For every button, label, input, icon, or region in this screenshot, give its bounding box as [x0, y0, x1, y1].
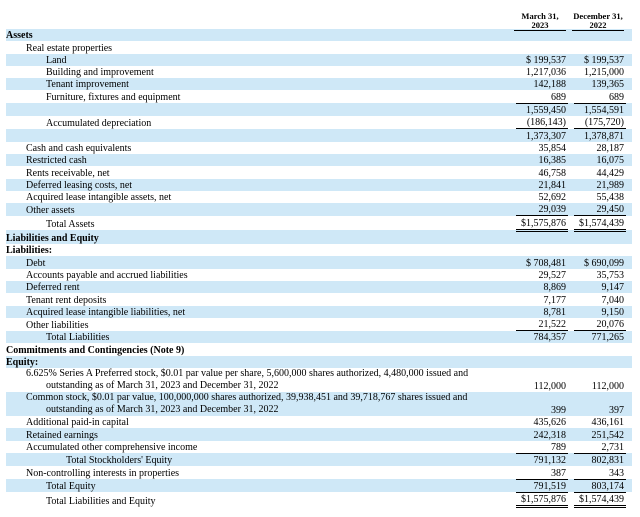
table-row: [6, 306, 632, 318]
grand-total-2023: $1,575,876: [516, 492, 568, 506]
value-2022: 28,187: [596, 142, 624, 154]
section-heading-equity: Equity:: [6, 356, 506, 368]
value-2023: 112,000: [533, 381, 566, 393]
table-row: [6, 244, 632, 256]
row-label: Additional paid-in capital: [26, 417, 129, 429]
section-heading-liabilities: Liabilities:: [6, 245, 53, 257]
row-label: Other liabilities: [26, 319, 89, 331]
value-2023: 16,385: [516, 154, 568, 166]
table-row: [6, 256, 632, 268]
row-label: Non-controlling interests in properties: [26, 468, 180, 479]
table-row: [6, 90, 632, 103]
value-2023: 8,869: [516, 281, 568, 293]
value-2023: 8,781: [516, 306, 568, 318]
value-2022: 1,215,000: [584, 67, 624, 79]
value-2023: $ 199,537: [516, 54, 568, 66]
value-2022: 689: [609, 91, 624, 103]
value-2023: 21,841: [516, 179, 568, 191]
table-row: [6, 466, 632, 479]
total-2022: 802,831: [574, 453, 626, 466]
value-2022: 21,989: [574, 179, 626, 191]
total-2023: 791,132: [516, 453, 568, 466]
table-row: [6, 203, 632, 216]
total-2023: 791,519: [516, 479, 568, 492]
value-2022: 7,040: [601, 294, 624, 306]
table-row: [6, 392, 632, 416]
row-label: Total Stockholders' Equity: [6, 453, 506, 466]
row-label: Accounts payable and accrued liabilities: [26, 269, 188, 281]
row-label: Building and improvement: [46, 67, 154, 79]
row-label: Cash and cash equivalents: [26, 142, 132, 154]
table-row: [6, 293, 632, 305]
table-row: [6, 166, 632, 178]
value-2023: 21,522: [538, 319, 566, 331]
row-label: Deferred leasing costs, net: [6, 179, 506, 191]
row-label: Accumulated other comprehensive income: [26, 442, 198, 454]
row-label: Total Liabilities and Equity: [46, 495, 156, 507]
row-label: 6.625% Series A Preferred stock, $0.01 par value per share, 5,600,000 shares authorized, 4,480,000 issued and outstanding as of March 31, 2023 and December 31, 2022: [26, 368, 469, 392]
row-label: Total Equity: [6, 479, 506, 492]
row-label: Total Liabilities: [6, 331, 506, 344]
value-2022: 44,429: [596, 167, 624, 179]
subtotal-2022: 1,378,871: [574, 129, 626, 142]
value-2022: 29,450: [574, 203, 626, 216]
value-2023: 435,626: [533, 417, 566, 429]
row-label: Rents receivable, net: [26, 167, 110, 179]
table-row: [6, 103, 632, 116]
table-row: [6, 66, 632, 78]
row-label: Tenant rent deposits: [26, 294, 107, 306]
value-2022: 16,075: [574, 154, 626, 166]
total-2022: $1,574,439: [574, 216, 626, 230]
subtotal-2023: 1,559,450: [516, 103, 568, 116]
table-row: [6, 479, 632, 492]
balance-sheet: [6, 0, 632, 508]
value-2022: 9,150: [574, 306, 626, 318]
value-2023: 29,039: [516, 203, 568, 216]
value-2022: 343: [609, 467, 624, 479]
grand-total-2022: $1,574,439: [574, 492, 626, 506]
table-row: [6, 230, 632, 244]
value-2023: 387: [551, 467, 566, 479]
table-row: [6, 492, 632, 506]
table-row: [6, 191, 632, 203]
value-2023: 1,217,036: [526, 67, 566, 79]
table-row: [6, 453, 632, 466]
value-2022: 139,365: [574, 78, 626, 90]
subtotal-2023: 1,373,307: [516, 129, 568, 142]
row-label: Retained earnings: [6, 428, 506, 440]
value-2023: (186,143): [526, 117, 566, 129]
table-row: [6, 179, 632, 191]
value-2022: 9,147: [574, 281, 626, 293]
value-2023: 399: [516, 392, 568, 416]
value-2022: 20,076: [596, 319, 624, 331]
table-row: [6, 41, 632, 53]
table-row: [6, 216, 632, 230]
value-2023: 242,318: [516, 428, 568, 440]
row-label: Other assets: [6, 203, 506, 216]
column-header-march-2023: March 31, 2023: [514, 12, 566, 31]
table-row: [6, 129, 632, 142]
table-row: [6, 154, 632, 166]
value-2022: 436,161: [591, 417, 624, 429]
table-row: [6, 142, 632, 154]
row-label: Furniture, fixtures and equipment: [46, 92, 181, 104]
column-header: [6, 0, 632, 29]
row-label: Accumulated depreciation: [46, 117, 152, 129]
row-label: Total Assets: [46, 219, 95, 231]
row-label: Restricted cash: [6, 154, 506, 166]
value-2022: 2,731: [601, 441, 624, 453]
value-2022: 251,542: [574, 428, 626, 440]
value-2023: 29,527: [538, 269, 566, 281]
value-2023: $ 708,481: [516, 256, 568, 268]
value-2022: 397: [574, 392, 626, 416]
value-2023: 7,177: [543, 294, 566, 306]
row-label: Tenant improvement: [6, 78, 506, 90]
section-heading-commitments: Commitments and Contingencies (Note 9): [6, 344, 185, 356]
row-label: Real estate properties: [26, 42, 113, 54]
value-2022: $ 690,099: [574, 256, 626, 268]
table-row: [6, 441, 632, 454]
total-2022: 803,174: [574, 479, 626, 492]
value-2023: 35,854: [538, 142, 566, 154]
row-label: Land: [6, 54, 506, 66]
table-row: [6, 281, 632, 293]
table-row: [6, 269, 632, 281]
table-row: [6, 416, 632, 428]
total-2022: 771,265: [574, 331, 626, 344]
table-row: [6, 343, 632, 355]
total-2023: $1,575,876: [516, 216, 568, 230]
column-header-december-2022: December 31, 2022: [573, 11, 623, 30]
table-row: [6, 331, 632, 344]
value-2023: 46,758: [538, 167, 566, 179]
value-2022: 55,438: [596, 192, 624, 204]
table-row: [6, 318, 632, 331]
row-label: Acquired lease intangible liabilities, net: [6, 306, 506, 318]
row-label: Debt: [6, 256, 506, 268]
balance-sheet-table: [6, 29, 632, 508]
row-label: Common stock, $0.01 par value, 100,000,000 shares authorized, 39,938,451 and 39,718,767 shares issued and outstanding as of March 31, 2023 and December 31, 2022: [26, 392, 468, 416]
value-2023: 689: [551, 91, 566, 103]
table-row: [6, 116, 632, 129]
value-2022: 112,000: [591, 381, 624, 393]
table-row: [6, 356, 632, 368]
value-2022: 35,753: [596, 269, 624, 281]
row-label: Deferred rent: [6, 281, 506, 293]
subtotal-2022: 1,554,591: [574, 103, 626, 116]
section-heading-liabilities-equity: Liabilities and Equity: [6, 230, 506, 244]
table-row: [6, 368, 632, 392]
table-row: [6, 54, 632, 66]
row-label: Acquired lease intangible assets, net: [26, 192, 172, 204]
table-row: [6, 78, 632, 90]
table-row: [6, 428, 632, 440]
value-2022: (175,720): [584, 117, 624, 129]
section-heading-assets: Assets: [6, 29, 506, 41]
value-2023: 142,188: [516, 78, 568, 90]
value-2023: 789: [551, 441, 566, 453]
value-2023: 52,692: [538, 192, 566, 204]
total-2023: 784,357: [516, 331, 568, 344]
value-2022: $ 199,537: [574, 54, 626, 66]
